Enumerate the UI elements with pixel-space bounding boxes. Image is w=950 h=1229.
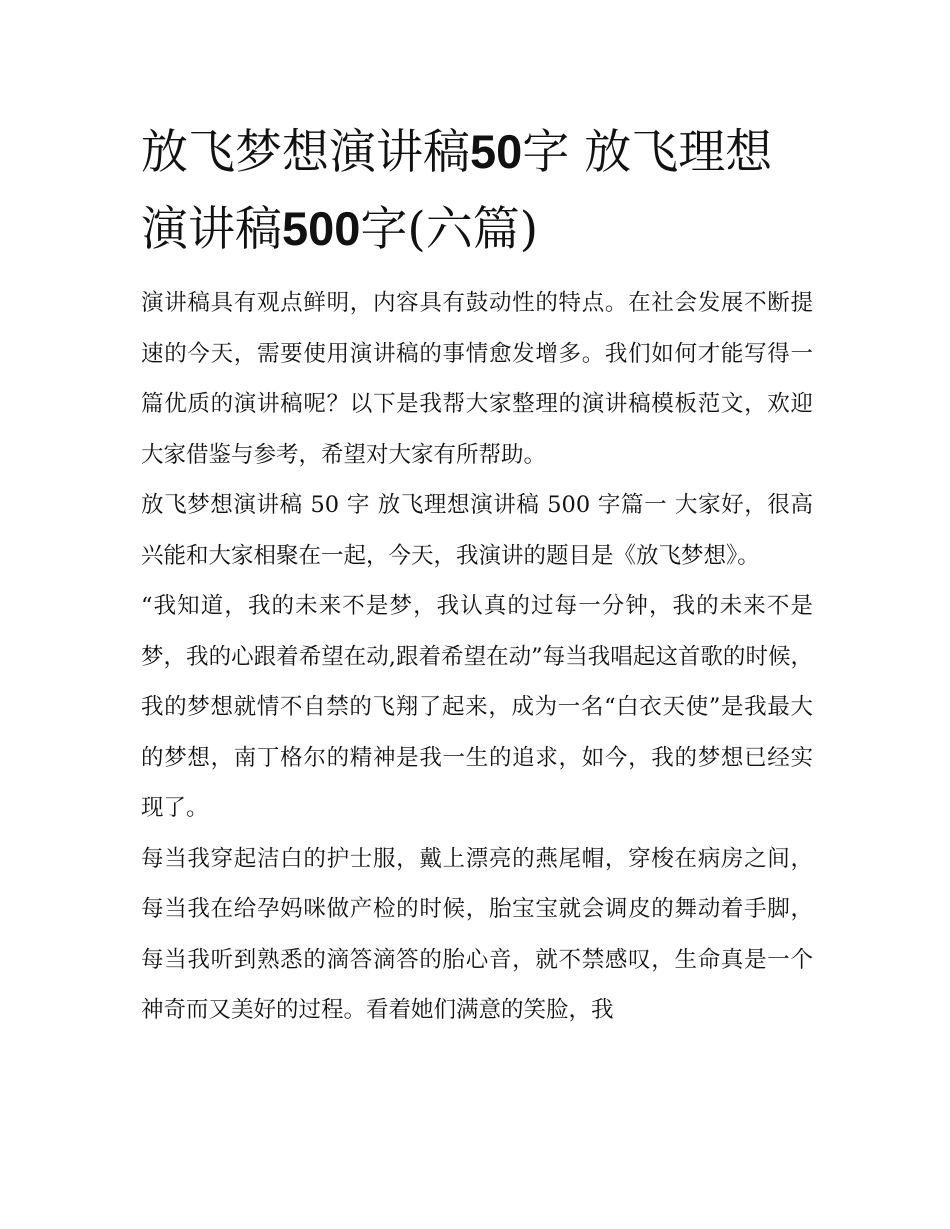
paragraph-intro: 演讲稿具有观点鲜明，内容具有鼓动性的特点。在社会发展不断提速的今天，需要使用演讲稿的事情愈发增多。我们如何才能写得一篇优质的演讲稿呢？以下是我帮大家整理的演讲稿模板范文，欢迎大家借鉴与参考，希望对大家有所帮助。 [141,290,813,468]
title-number-2: 500 [282,202,361,255]
title-number-1: 50 [470,125,523,178]
paragraph-song-quote: “我知道，我的未来不是梦，我认真的过每一分钟，我的未来不是梦，我的心跟着希望在动,跟着希望在动”每当我唱起这首歌的时候，我的梦想就情不自禁的飞翔了起来，成为一名“白衣天使”是我最大的梦想，南丁格尔的精神是我一生的追求，如今，我的梦想已经实现了。 [141,593,813,821]
title-text-3: 字(六篇) [360,202,539,257]
paragraph-nurse-work: 每当我穿起洁白的护士服，戴上漂亮的燕尾帽，穿梭在病房之间，每当我在给孕妈咪做产检的时候，胎宝宝就会调皮的舞动着手脚，每当我听到熟悉的滴答滴答的胎心音，就不禁感叹，生命真是一个神奇而又美好的过程。看着她们满意的笑脸，我 [141,845,813,1023]
document-body [141,114,813,1036]
title-text-1: 放飞梦想演讲稿 [141,125,470,180]
paragraph-speech-opening: 放飞梦想演讲稿 50 字 放飞理想演讲稿 500 字篇一 大家好，很高兴能和大家相聚在一起，今天，我演讲的题目是《放飞梦想》。 [141,492,813,569]
title-text-2: 字 放飞理想演讲稿 [141,125,773,257]
page-title [141,114,813,268]
